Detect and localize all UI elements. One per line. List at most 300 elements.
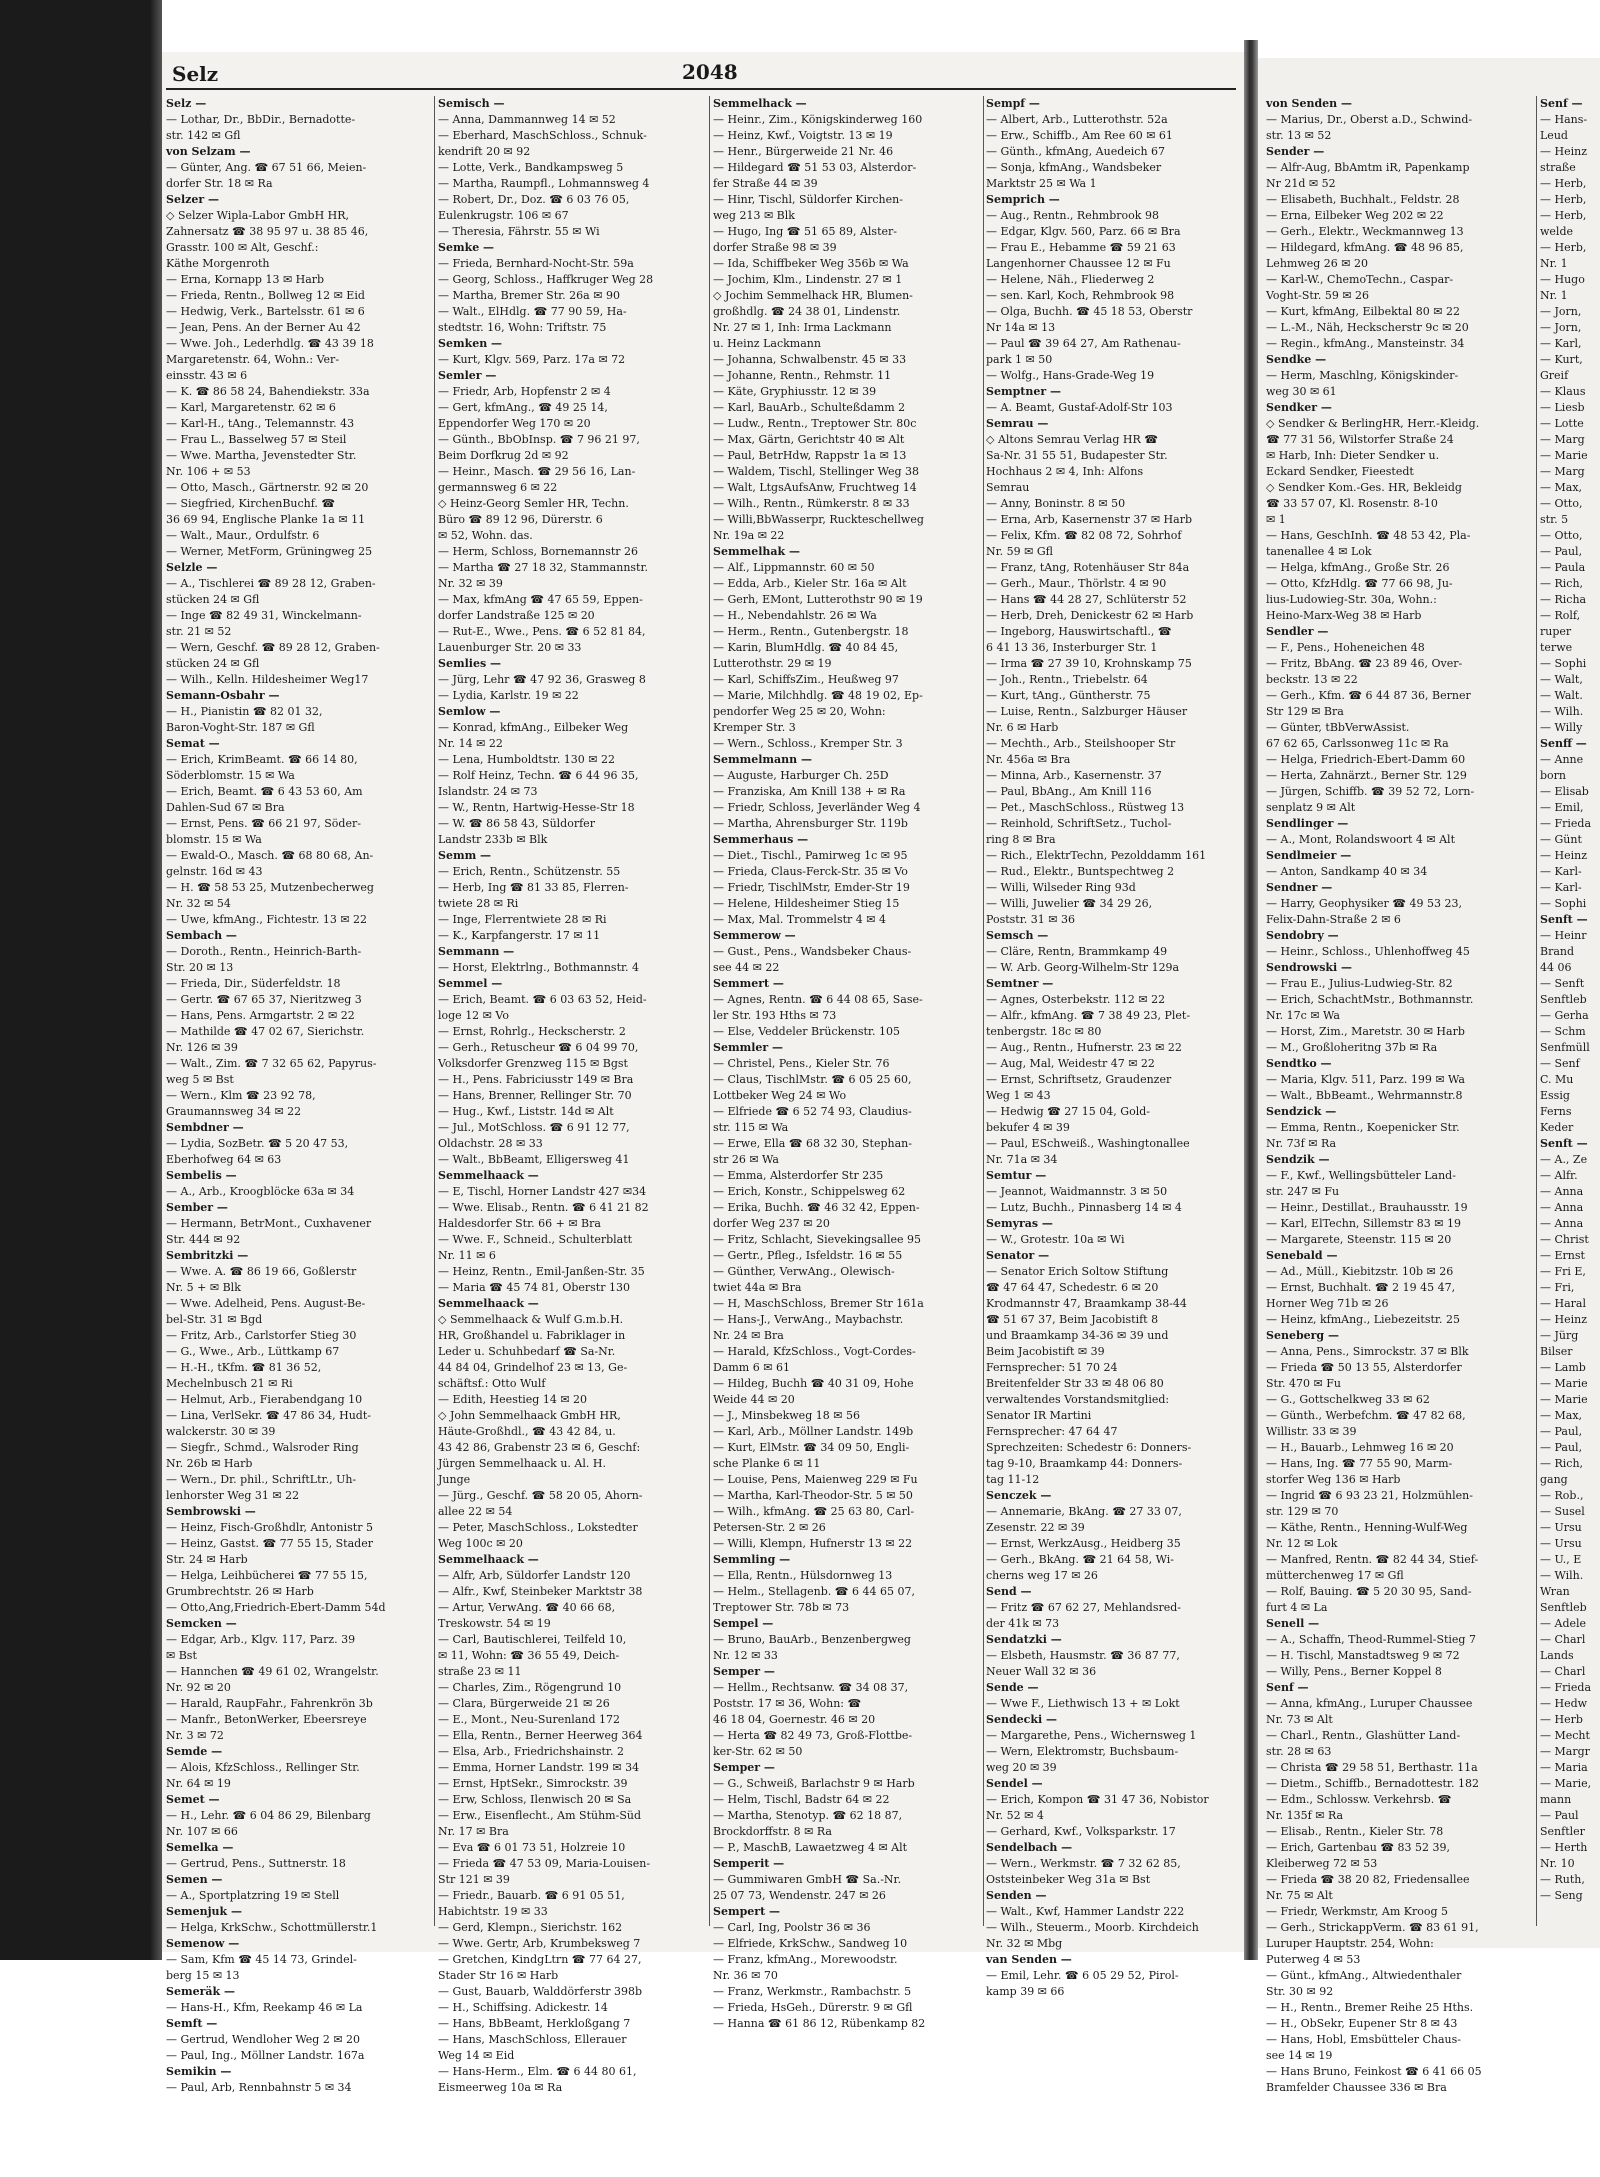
directory-entry-line: storfer Weg 136 ✉ Harb — [1266, 1473, 1401, 1486]
directory-entry-line: — Rolf, — [1540, 609, 1581, 622]
directory-entry-line: — Felix, Kfm. ☎ 82 08 72, Sohrhof — [986, 529, 1182, 542]
directory-entry-line: — Marie — [1540, 1377, 1588, 1390]
directory-entry-line: Str. 30 ✉ 92 — [1266, 1985, 1334, 1998]
directory-entry-line: — Frieda, Rentn., Bollweg 12 ✉ Eid — [166, 289, 365, 302]
directory-entry-line: — Frieda ☎ 47 53 09, Maria-Louisen- — [438, 1857, 651, 1870]
directory-entry-line: Senftleb — [1540, 993, 1587, 1006]
directory-entry-line: — L.-M., Näh, Heckscherstr 9c ✉ 20 — [1266, 321, 1469, 334]
directory-entry-line: Eckard Sendker, Fieestedt — [1266, 465, 1414, 478]
directory-entry-line: Semmann — — [438, 945, 515, 958]
directory-entry-line: — H., Rentn., Bremer Reihe 25 Hths. — [1266, 2001, 1474, 2014]
directory-entry-line: Eppendorfer Weg 170 ✉ 20 — [438, 417, 591, 430]
directory-entry-line: — Fritz, Arb., Carlstorfer Stieg 30 — [166, 1329, 357, 1342]
directory-entry-line: — Gertr., Pfleg., Isfeldstr. 16 ✉ 55 — [713, 1249, 903, 1262]
directory-entry-line: Sembrowski — — [166, 1505, 256, 1518]
directory-entry-line: Semenow — — [166, 1937, 240, 1950]
directory-entry-line: — Paul, BbAng., Am Knill 116 — [986, 785, 1152, 798]
directory-entry-line: Senator — — [986, 1249, 1050, 1262]
directory-entry-line: Junge — [438, 1473, 471, 1486]
directory-entry-line: — Johanne, Rentn., Rehmstr. 11 — [713, 369, 892, 382]
directory-entry-line: — Hans Bruno, Feinkost ☎ 6 41 66 05 — [1266, 2065, 1482, 2078]
column-divider — [709, 96, 710, 1926]
directory-entry-line: Nr. 12 ✉ Lok — [1266, 1537, 1338, 1550]
directory-entry-line: 44 84 04, Grindelhof 23 ✉ 13, Ge- — [438, 1361, 628, 1374]
directory-entry-line: Nr. 17 ✉ Bra — [438, 1825, 509, 1838]
directory-entry-line: HR, Großhandel u. Fabriklager in — [438, 1329, 626, 1342]
directory-entry-line: — Uwe, kfmAng., Fichtestr. 13 ✉ 22 — [166, 913, 368, 926]
directory-entry-line: — Hans, BbBeamt, Herkloßgang 7 — [438, 2017, 631, 2030]
directory-entry-line: — Anna, Pens., Simrockstr. 37 ✉ Blk — [1266, 1345, 1469, 1358]
directory-entry-line: Nr. 126 ✉ 39 — [166, 1041, 238, 1054]
directory-entry-line: — A., Arb., Kroogblöcke 63a ✉ 34 — [166, 1185, 355, 1198]
directory-entry-line: gang — [1540, 1473, 1568, 1486]
directory-entry-line: Nr. 24 ✉ Bra — [713, 1329, 784, 1342]
directory-entry-line: — Hugo — [1540, 273, 1585, 286]
directory-entry-line: — Herm, Schloss, Bornemannstr 26 — [438, 545, 639, 558]
directory-entry-line: — Elfriede, KrkSchw., Sandweg 10 — [713, 1937, 908, 1950]
directory-entry-line: Semmler — — [713, 1041, 784, 1054]
directory-entry-line: — Jorn, — [1540, 305, 1582, 318]
directory-entry-line: — Charl., Rentn., Glashütter Land- — [1266, 1729, 1461, 1742]
directory-entry-line: — Walt., Maur., Ordulfstr. 6 — [166, 529, 320, 542]
directory-entry-line: — Hans, MaschSchloss, Ellerauer — [438, 2033, 627, 2046]
directory-entry-line: — Hans-H., Kfm, Reekamp 46 ✉ La — [166, 2001, 363, 2014]
directory-entry-line: — Kurt, tAng., Güntherstr. 75 — [986, 689, 1151, 702]
directory-entry-line: ☎ 77 31 56, Wilstorfer Straße 24 — [1266, 433, 1454, 446]
directory-entry-line: — Inge ☎ 82 49 31, Winckelmann- — [166, 609, 362, 622]
directory-entry-line: Semlies — — [438, 657, 501, 670]
directory-entry-line: — Alois, KfzSchloss., Rellinger Str. — [166, 1761, 360, 1774]
directory-entry-line: — Walt., ElHdlg. ☎ 77 90 59, Ha- — [438, 305, 627, 318]
directory-entry-line: verwaltendes Vorstandsmitglied: — [986, 1393, 1170, 1406]
directory-entry-line: Semft — — [166, 2017, 218, 2030]
directory-entry-line: lius-Ludowieg-Str. 30a, Wohn.: — [1266, 593, 1437, 606]
directory-entry-line: tag 9-10, Braamkamp 44: Donners- — [986, 1457, 1183, 1470]
directory-entry-line: see 44 ✉ 22 — [713, 961, 780, 974]
directory-entry-line: Jürgen Semmelhaack u. Al. H. — [438, 1457, 606, 1470]
directory-entry-line: — Erika, Buchh. ☎ 46 32 42, Eppen- — [713, 1201, 920, 1214]
directory-entry-line: Lehmweg 26 ✉ 20 — [1266, 257, 1368, 270]
directory-entry-line: — Marg — [1540, 433, 1585, 446]
directory-entry-line: — Minna, Arb., Kasernenstr. 37 — [986, 769, 1162, 782]
directory-entry-line: Landstr 233b ✉ Blk — [438, 833, 548, 846]
directory-entry-line: — Gerh., StrickappVerm. ☎ 83 61 91, — [1266, 1921, 1479, 1934]
directory-entry-line: — E., Mont., Neu-Surenland 172 — [438, 1713, 620, 1726]
directory-entry-line: — Franz, Werkmstr., Rambachstr. 5 — [713, 1985, 912, 1998]
directory-entry-line: — Jürg., Geschf. ☎ 58 20 05, Ahorn- — [438, 1489, 643, 1502]
directory-entry-line: Horner Weg 71b ✉ 26 — [1266, 1297, 1389, 1310]
directory-entry-line: Nr 14a ✉ 13 — [986, 321, 1056, 334]
directory-entry-line: Neuer Wall 32 ✉ 36 — [986, 1665, 1097, 1678]
directory-entry-line: — Hildegard, kfmAng. ☎ 48 96 85, — [1266, 241, 1464, 254]
directory-entry-line: — Herta ☎ 82 49 73, Groß-Flottbe- — [713, 1729, 913, 1742]
directory-entry-line: — Heinz, Rentn., Emil-Janßen-Str. 35 — [438, 1265, 645, 1278]
directory-entry-line: Kleiberweg 72 ✉ 53 — [1266, 1857, 1378, 1870]
directory-entry-line: — Günt., kfmAng., Altwiedenthaler — [1266, 1969, 1462, 1982]
directory-entry-line: Semmerhaus — — [713, 833, 809, 846]
directory-entry-line: großhdlg. ☎ 24 38 01, Lindenstr. — [713, 305, 901, 318]
directory-entry-line: Nr. 32 ✉ Mbg — [986, 1937, 1063, 1950]
directory-entry-line: Sendelbach — — [986, 1841, 1073, 1854]
directory-entry-line: Ferns — [1540, 1105, 1572, 1118]
directory-entry-line: — A., Sportplatzring 19 ✉ Stell — [166, 1889, 340, 1902]
directory-entry-line: Lottbeker Weg 24 ✉ Wo — [713, 1089, 847, 1102]
directory-entry-line: — sen. Karl, Koch, Rehmbrook 98 — [986, 289, 1175, 302]
directory-entry-line: — Lena, Humboldtstr. 130 ✉ 22 — [438, 753, 616, 766]
directory-entry-line: — Gerd, Klempn., Sierichstr. 162 — [438, 1921, 623, 1934]
directory-entry-line: — Helga, KrkSchw., Schottmüllerstr.1 — [166, 1921, 378, 1934]
directory-entry-line: — Gertrud, Pens., Suttnerstr. 18 — [166, 1857, 346, 1870]
directory-entry-line: — H., Pens. Fabriciusstr 149 ✉ Bra — [438, 1073, 634, 1086]
directory-entry-line: — Edith, Heestieg 14 ✉ 20 — [438, 1393, 588, 1406]
directory-entry-line: — G., Wwe., Arb., Lüttkamp 67 — [166, 1345, 340, 1358]
directory-entry-line: Poststr. 17 ✉ 36, Wohn: ☎ — [713, 1697, 862, 1710]
directory-entry-line: — Rich, — [1540, 1457, 1584, 1470]
directory-entry-line: von Senden — — [1266, 97, 1353, 110]
directory-entry-line: — Manfr., BetonWerker, Ebeersreye — [166, 1713, 367, 1726]
directory-entry-line: — Günth., kfmAng, Auedeich 67 — [986, 145, 1166, 158]
directory-entry-line: Marktstr 25 ✉ Wa 1 — [986, 177, 1097, 190]
directory-entry-line: — Rob., — [1540, 1489, 1584, 1502]
directory-entry-line: — G., Schweiß, Barlachstr 9 ✉ Harb — [713, 1777, 915, 1790]
directory-entry-line: — Karin, BlumHdlg. ☎ 40 84 45, — [713, 641, 899, 654]
directory-entry-line: Nr. 52 ✉ 4 — [986, 1809, 1044, 1822]
directory-entry-line: Semptner — — [986, 385, 1061, 398]
header-rule — [166, 88, 1236, 90]
directory-entry-line: — Otto, Masch., Gärtnerstr. 92 ✉ 20 — [166, 481, 369, 494]
directory-entry-line: — Walt, — [1540, 673, 1583, 686]
directory-entry-line: — Wwe. F., Schneid., Schulterblatt — [438, 1233, 633, 1246]
directory-entry-line: Lands — [1540, 1649, 1574, 1662]
directory-entry-line: Nr. 64 ✉ 19 — [166, 1777, 231, 1790]
directory-entry-line: — Herb, — [1540, 193, 1587, 206]
directory-entry-line: — W. ☎ 86 58 43, Süldorfer — [438, 817, 595, 830]
directory-entry-line: — Jorn, — [1540, 321, 1582, 334]
directory-entry-line: ◇ Semmelhaack & Wulf G.m.b.H. — [438, 1313, 624, 1326]
directory-entry-line: Semmerow — — [713, 929, 796, 942]
directory-entry-line: — Artur, VerwAng. ☎ 40 66 68, — [438, 1601, 616, 1614]
directory-entry-line: Senator IR Martini — [986, 1409, 1092, 1422]
directory-entry-line: Nr. 27 ✉ 1, Inh: Irma Lackmann — [713, 321, 892, 334]
directory-column-1 — [166, 96, 430, 2094]
directory-entry-line: — Harald, KfzSchloss., Vogt-Cordes- — [713, 1345, 916, 1358]
directory-entry-line: — Georg, Schloss., Haffkruger Weg 28 — [438, 273, 654, 286]
directory-entry-line: — Karl, SchiffsZim., Heußweg 97 — [713, 673, 899, 686]
directory-entry-line: — Luise, Rentn., Salzburger Häuser — [986, 705, 1188, 718]
directory-entry-line: ◇ Sendker Kom.-Ges. HR, Bekleidg — [1266, 481, 1462, 494]
directory-entry-line: — Sonja, kfmAng., Wandsbeker — [986, 161, 1162, 174]
directory-entry-line: — Maria ☎ 45 74 81, Oberstr 130 — [438, 1281, 630, 1294]
directory-entry-line: — Erich, Konstr., Schippelsweg 62 — [713, 1185, 906, 1198]
directory-entry-line: Wran — [1540, 1585, 1570, 1598]
directory-entry-line: Semen — — [166, 1873, 223, 1886]
directory-entry-line: — Senft — [1540, 977, 1585, 990]
directory-entry-line: Nr. 1 — [1540, 257, 1568, 270]
directory-entry-line: Nr. 3 ✉ 72 — [166, 1729, 224, 1742]
directory-entry-line: — H.-H., tKfm. ☎ 81 36 52, — [166, 1361, 322, 1374]
directory-entry-line: — Max, — [1540, 1409, 1583, 1422]
directory-entry-line: — Herta, Zahnärzt., Berner Str. 129 — [1266, 769, 1467, 782]
directory-entry-line: str. 21 ✉ 52 — [166, 625, 232, 638]
directory-entry-line: Eismeerweg 10a ✉ Ra — [438, 2081, 563, 2094]
directory-entry-line: — Jochim, Klm., Lindenstr. 27 ✉ 1 — [713, 273, 903, 286]
directory-entry-line: Brockdorffstr. 8 ✉ Ra — [713, 1825, 832, 1838]
directory-entry-line: Semeräk — — [166, 1985, 235, 1998]
directory-entry-line: — Martha ☎ 27 18 32, Stammannstr. — [438, 561, 649, 574]
directory-entry-line: — Margarethe, Pens., Wichernsweg 1 — [986, 1729, 1197, 1742]
directory-entry-line: — Ludw., Rentn., Treptower Str. 80c — [713, 417, 917, 430]
directory-entry-line: Grumbrechtstr. 26 ✉ Harb — [166, 1585, 314, 1598]
directory-entry-line: — Wern., Schloss., Kremper Str. 3 — [713, 737, 903, 750]
directory-entry-line: Langenhorner Chaussee 12 ✉ Fu — [986, 257, 1171, 270]
directory-entry-line: Sember — — [166, 1201, 228, 1214]
directory-entry-line: — H., Lehr. ☎ 6 04 86 29, Bilenbarg — [166, 1809, 371, 1822]
directory-entry-line: Semmelmann — — [713, 753, 812, 766]
directory-entry-line: — Jürgen, Schiffb. ☎ 39 52 72, Lorn- — [1266, 785, 1475, 798]
directory-entry-line: bekufer 4 ✉ 39 — [986, 1121, 1070, 1134]
directory-entry-line: — Edm., Schlossw. Verkehrsb. ☎ — [1266, 1793, 1452, 1806]
directory-entry-line: — Lamb — [1540, 1361, 1586, 1374]
directory-entry-line: — Anny, Boninstr. 8 ✉ 50 — [986, 497, 1126, 510]
directory-entry-line: — Charl — [1540, 1633, 1586, 1646]
directory-entry-line: — Wwe. Gertr, Arb, Krumbeksweg 7 — [438, 1937, 641, 1950]
directory-entry-line: — Gust., Pens., Wandsbeker Chaus- — [713, 945, 912, 958]
directory-entry-line: — Frieda ☎ 38 20 82, Friedensallee — [1266, 1873, 1470, 1886]
directory-entry-line: cherns weg 17 ✉ 26 — [986, 1569, 1098, 1582]
directory-column-5 — [1266, 96, 1534, 2094]
directory-entry-line: Lauenburger Str. 20 ✉ 33 — [438, 641, 582, 654]
directory-entry-line: — Wolfg., Hans-Grade-Weg 19 — [986, 369, 1155, 382]
directory-entry-line: Semcken — — [166, 1617, 237, 1630]
directory-entry-line: allee 22 ✉ 54 — [438, 1505, 513, 1518]
directory-entry-line: — Franz, tAng, Rotenhäuser Str 84a — [986, 561, 1190, 574]
directory-entry-line: — Gert, kfmAng., ☎ 49 25 14, — [438, 401, 608, 414]
directory-entry-line: Keder — [1540, 1121, 1574, 1134]
directory-entry-line: — Anna — [1540, 1185, 1584, 1198]
directory-entry-line: Büro ☎ 89 12 96, Dürerstr. 6 — [438, 513, 603, 526]
directory-entry-line: — Jürg — [1540, 1329, 1579, 1342]
directory-entry-line: — Friedr, Schloss, Jeverländer Weg 4 — [713, 801, 921, 814]
directory-entry-line: str 26 ✉ Wa — [713, 1153, 779, 1166]
directory-entry-line: — Gerha — [1540, 1009, 1589, 1022]
directory-entry-line: — Eva ☎ 6 01 73 51, Holzreie 10 — [438, 1841, 626, 1854]
directory-entry-line: und Braamkamp 34-36 ✉ 39 und — [986, 1329, 1169, 1342]
directory-entry-line: — Hedwig ☎ 27 15 04, Gold- — [986, 1105, 1150, 1118]
directory-entry-line: — Karl, Margaretenstr. 62 ✉ 6 — [166, 401, 336, 414]
directory-entry-line: — Günt — [1540, 833, 1582, 846]
directory-entry-line: — Kurt, ElMstr. ☎ 34 09 50, Engli- — [713, 1441, 910, 1454]
directory-entry-line: Semyras — — [986, 1217, 1053, 1230]
directory-entry-line: — Helm., Stellagenb. ☎ 6 44 65 07, — [713, 1585, 915, 1598]
directory-entry-line: — W., Grotestr. 10a ✉ Wi — [986, 1233, 1125, 1246]
directory-entry-line: Semet — — [166, 1793, 220, 1806]
directory-entry-line: Willistr. 33 ✉ 39 — [1266, 1425, 1357, 1438]
directory-entry-line: Senebald — — [1266, 1249, 1338, 1262]
directory-entry-line: Zesenstr. 22 ✉ 39 — [986, 1521, 1085, 1534]
directory-entry-line: — H., Pianistin ☎ 82 01 32, — [166, 705, 323, 718]
directory-entry-line: ☎ 47 64 47, Schedestr. 6 ✉ 20 — [986, 1281, 1159, 1294]
directory-entry-line: — Margr — [1540, 1745, 1590, 1758]
directory-entry-line: — Adele — [1540, 1617, 1587, 1630]
directory-entry-line: — Emil, — [1540, 801, 1584, 814]
directory-entry-line: — Hildeg, Buchh ☎ 40 31 09, Hohe — [713, 1377, 914, 1390]
directory-entry-line: — Otto,Ang,Friedrich-Ebert-Damm 54d — [166, 1601, 386, 1614]
directory-entry-line: — Helga, Leihbücherei ☎ 77 55 15, — [166, 1569, 368, 1582]
directory-entry-line: Nr. 75 ✉ Alt — [1266, 1889, 1333, 1902]
directory-entry-line: — Günter, tBbVerwAssist. — [1266, 721, 1410, 734]
directory-entry-line: Baron-Voght-Str. 187 ✉ Gfl — [166, 721, 315, 734]
directory-entry-line: — Christ — [1540, 1233, 1589, 1246]
directory-entry-line: — Frieda — [1540, 817, 1592, 830]
directory-entry-line: — Gerh., BkAng. ☎ 21 64 58, Wi- — [986, 1553, 1174, 1566]
directory-entry-line: pendorfer Weg 25 ✉ 20, Wohn: — [713, 705, 886, 718]
directory-column-3 — [713, 96, 983, 2030]
directory-entry-line: Damm 6 ✉ 61 — [713, 1361, 790, 1374]
directory-entry-line: — W., Rentn, Hartwig-Hesse-Str 18 — [438, 801, 635, 814]
directory-entry-line: Semmert — — [713, 977, 784, 990]
directory-entry-line: Essig — [1540, 1089, 1570, 1102]
directory-entry-line: — Alfr, Arb, Süldorfer Landstr 120 — [438, 1569, 631, 1582]
directory-entry-line: — Walt., BbBeamt, Elligersweg 41 — [438, 1153, 630, 1166]
directory-entry-line: — Rich., ElektrTechn, Pezolddamm 161 — [986, 849, 1207, 862]
directory-entry-line: — Rut-E., Wwe., Pens. ☎ 6 52 81 84, — [438, 625, 646, 638]
directory-entry-line: — Herb, — [1540, 177, 1587, 190]
directory-entry-line: — Heinr., Schloss., Uhlenhoffweg 45 — [1266, 945, 1470, 958]
directory-entry-line: — Else, Veddeler Brückenstr. 105 — [713, 1025, 900, 1038]
directory-entry-line: — Heinr., Zim., Königskinderweg 160 — [713, 113, 923, 126]
directory-entry-line: — Edgar, Klgv. 560, Parz. 66 ✉ Bra — [986, 225, 1181, 238]
directory-entry-line: Kremper Str. 3 — [713, 721, 796, 734]
directory-entry-line: Eberhofweg 64 ✉ 63 — [166, 1153, 282, 1166]
directory-entry-line: — Frieda, Claus-Ferck-Str. 35 ✉ Vo — [713, 865, 908, 878]
directory-entry-line: — Aug., Rentn., Rehmbrook 98 — [986, 209, 1159, 222]
directory-entry-line: — Emma, Horner Landstr. 199 ✉ 34 — [438, 1761, 640, 1774]
directory-entry-line: — Haral — [1540, 1297, 1586, 1310]
directory-entry-line: Semmling — — [713, 1553, 791, 1566]
directory-entry-line: ✉ 52, Wohn. das. — [438, 529, 533, 542]
directory-entry-line: str. 115 ✉ Wa — [713, 1121, 789, 1134]
directory-entry-line: germannsweg 6 ✉ 22 — [438, 481, 558, 494]
directory-entry-line: — H, MaschSchloss, Bremer Str 161a — [713, 1297, 924, 1310]
directory-entry-line: — Anna, kfmAng., Luruper Chaussee — [1266, 1697, 1473, 1710]
directory-entry-line: — Henr., Bürgerweide 21 Nr. 46 — [713, 145, 894, 158]
directory-entry-line: — Doroth., Rentn., Heinrich-Barth- — [166, 945, 362, 958]
directory-entry-line: — Hanna ☎ 61 86 12, Rübenkamp 82 — [713, 2017, 926, 2030]
directory-entry-line: — Willi, Klempn, Hufnerstr 13 ✉ 22 — [713, 1537, 913, 1550]
directory-entry-line: — Lutz, Buchh., Pinnasberg 14 ✉ 4 — [986, 1201, 1182, 1214]
directory-entry-line: — Willi, Juwelier ☎ 34 29 26, — [986, 897, 1153, 910]
directory-entry-line: Oststeinbeker Weg 31a ✉ Bst — [986, 1873, 1151, 1886]
directory-entry-line: — Wwe F., Liethwisch 13 + ✉ Lokt — [986, 1697, 1180, 1710]
page-number: 2048 — [682, 60, 738, 84]
directory-entry-line: — Ernst, Rohrlg., Heckscherstr. 2 — [438, 1025, 626, 1038]
directory-entry-line: Nr. 11 ✉ 6 — [438, 1249, 496, 1262]
directory-entry-line: — Heinr., Masch. ☎ 29 56 16, Lan- — [438, 465, 636, 478]
directory-entry-line: — M., Großloheritng 37b ✉ Ra — [1266, 1041, 1438, 1054]
directory-entry-line: Fernsprecher: 47 64 47 — [986, 1425, 1118, 1438]
directory-entry-line: — Kurt, Klgv. 569, Parz. 17a ✉ 72 — [438, 353, 626, 366]
directory-entry-line: — Heinz — [1540, 145, 1587, 158]
directory-entry-line: mann — [1540, 1793, 1572, 1806]
directory-entry-line: — Fritz, Schlacht, Sievekingsallee 95 — [713, 1233, 921, 1246]
directory-entry-line: dorfer Landstraße 125 ✉ 20 — [438, 609, 595, 622]
directory-entry-line: — Marie, — [1540, 1777, 1592, 1790]
directory-entry-line: — Wwe. Martha, Jevenstedter Str. — [166, 449, 357, 462]
directory-entry-line: — Willi, Wilseder Ring 93d — [986, 881, 1136, 894]
directory-entry-line: ◇ Jochim Semmelhack HR, Blumen- — [713, 289, 913, 302]
directory-entry-line: — K. ☎ 86 58 24, Bahendiekstr. 33a — [166, 385, 370, 398]
directory-entry-line: — Paul, ESchweiß., Washingtonallee — [986, 1137, 1190, 1150]
directory-entry-line: — Friedr, TischlMstr, Emder-Str 19 — [713, 881, 910, 894]
directory-entry-line: — Wern, Elektromstr, Buchsbaum- — [986, 1745, 1179, 1758]
directory-entry-line: — Helm, Tischl, Badstr 64 ✉ 22 — [713, 1793, 890, 1806]
directory-entry-line: Semtner — — [986, 977, 1054, 990]
directory-entry-line: — Ursu — [1540, 1537, 1582, 1550]
directory-entry-line: — Eberhard, MaschSchloss., Schnuk- — [438, 129, 647, 142]
directory-entry-line: bel-Str. 31 ✉ Bgd — [166, 1313, 263, 1326]
directory-entry-line: Käthe Morgenroth — [166, 257, 270, 270]
directory-entry-line: — H., Bauarb., Lehmweg 16 ✉ 20 — [1266, 1441, 1454, 1454]
directory-entry-line: dorfer Straße 98 ✉ 39 — [713, 241, 837, 254]
directory-entry-line: str. 247 ✉ Fu — [1266, 1185, 1340, 1198]
directory-entry-line: kendrift 20 ✉ 92 — [438, 145, 531, 158]
directory-entry-line: Sende — — [986, 1681, 1039, 1694]
directory-entry-line: — Elisab — [1540, 785, 1589, 798]
directory-entry-line: tag 11-12 — [986, 1473, 1040, 1486]
directory-entry-line: — Erwe, Ella ☎ 68 32 30, Stephan- — [713, 1137, 912, 1150]
directory-entry-line: — Bruno, BauArb., Benzenbergweg — [713, 1633, 911, 1646]
directory-entry-line: — Mechth., Arb., Steilshooper Str — [986, 737, 1176, 750]
directory-entry-line: einsstr. 43 ✉ 6 — [166, 369, 248, 382]
directory-entry-line: Söderblomstr. 15 ✉ Wa — [166, 769, 295, 782]
directory-entry-line: Lutterothstr. 29 ✉ 19 — [713, 657, 832, 670]
directory-entry-line: Senf — — [1266, 1681, 1309, 1694]
directory-entry-line: — Gertr. ☎ 67 65 37, Nieritzweg 3 — [166, 993, 362, 1006]
directory-entry-line: — F., Kwf., Wellingsbütteler Land- — [1266, 1169, 1456, 1182]
directory-entry-line: — Herb — [1540, 1713, 1583, 1726]
directory-entry-line: — Heinz, Gastst. ☎ 77 55 15, Stader — [166, 1537, 373, 1550]
directory-entry-line: — Gerh., Maur., Thörlstr. 4 ✉ 90 — [986, 577, 1167, 590]
directory-entry-line: — Susel — [1540, 1505, 1585, 1518]
directory-entry-line: see 14 ✉ 19 — [1266, 2049, 1333, 2062]
directory-entry-line: — Wwe. A. ☎ 86 19 66, Goßlerstr — [166, 1265, 357, 1278]
directory-entry-line: Semisch — — [438, 97, 505, 110]
directory-entry-line: Semke — — [438, 241, 495, 254]
directory-entry-line: terwe — [1540, 641, 1573, 654]
directory-entry-line: — Hug., Kwf., Liststr. 14d ✉ Alt — [438, 1105, 614, 1118]
directory-entry-line: — Friedr, Arb, Hopfenstr 2 ✉ 4 — [438, 385, 611, 398]
directory-entry-line: str. 142 ✉ Gfl — [166, 129, 241, 142]
directory-entry-line: — Frieda, Bernhard-Nocht-Str. 59a — [438, 257, 634, 270]
directory-entry-line: — Otto, — [1540, 529, 1583, 542]
directory-entry-line: Volksdorfer Grenzweg 115 ✉ Bgst — [438, 1057, 628, 1070]
directory-entry-line: dorfer Str. 18 ✉ Ra — [166, 177, 273, 190]
directory-entry-line: — Sam, Kfm ☎ 45 14 73, Grindel- — [166, 1953, 357, 1966]
directory-entry-line: Sendlinger — — [1266, 817, 1349, 830]
directory-entry-line: — Wilh., Steuerm., Moorb. Kirchdeich — [986, 1921, 1199, 1934]
directory-entry-line: — Lydia, SozBetr. ☎ 5 20 47 53, — [166, 1137, 349, 1150]
directory-entry-line: — Karl- — [1540, 881, 1582, 894]
directory-entry-line: 6 41 13 36, Insterburger Str. 1 — [986, 641, 1158, 654]
directory-entry-line: — Hans, GeschInh. ☎ 48 53 42, Pla- — [1266, 529, 1471, 542]
directory-entry-line: Semperit — — [713, 1857, 785, 1870]
directory-entry-line: Sendke — — [1266, 353, 1327, 366]
directory-entry-line: — Irma ☎ 27 39 10, Krohnskamp 75 — [986, 657, 1192, 670]
directory-entry-line: Treptower Str. 78b ✉ 73 — [713, 1601, 850, 1614]
directory-entry-line: — H., Nebendahlstr. 26 ✉ Wa — [713, 609, 877, 622]
directory-entry-line: — Ida, Schiffbeker Weg 356b ✉ Wa — [713, 257, 909, 270]
directory-entry-line: Voght-Str. 59 ✉ 26 — [1266, 289, 1370, 302]
